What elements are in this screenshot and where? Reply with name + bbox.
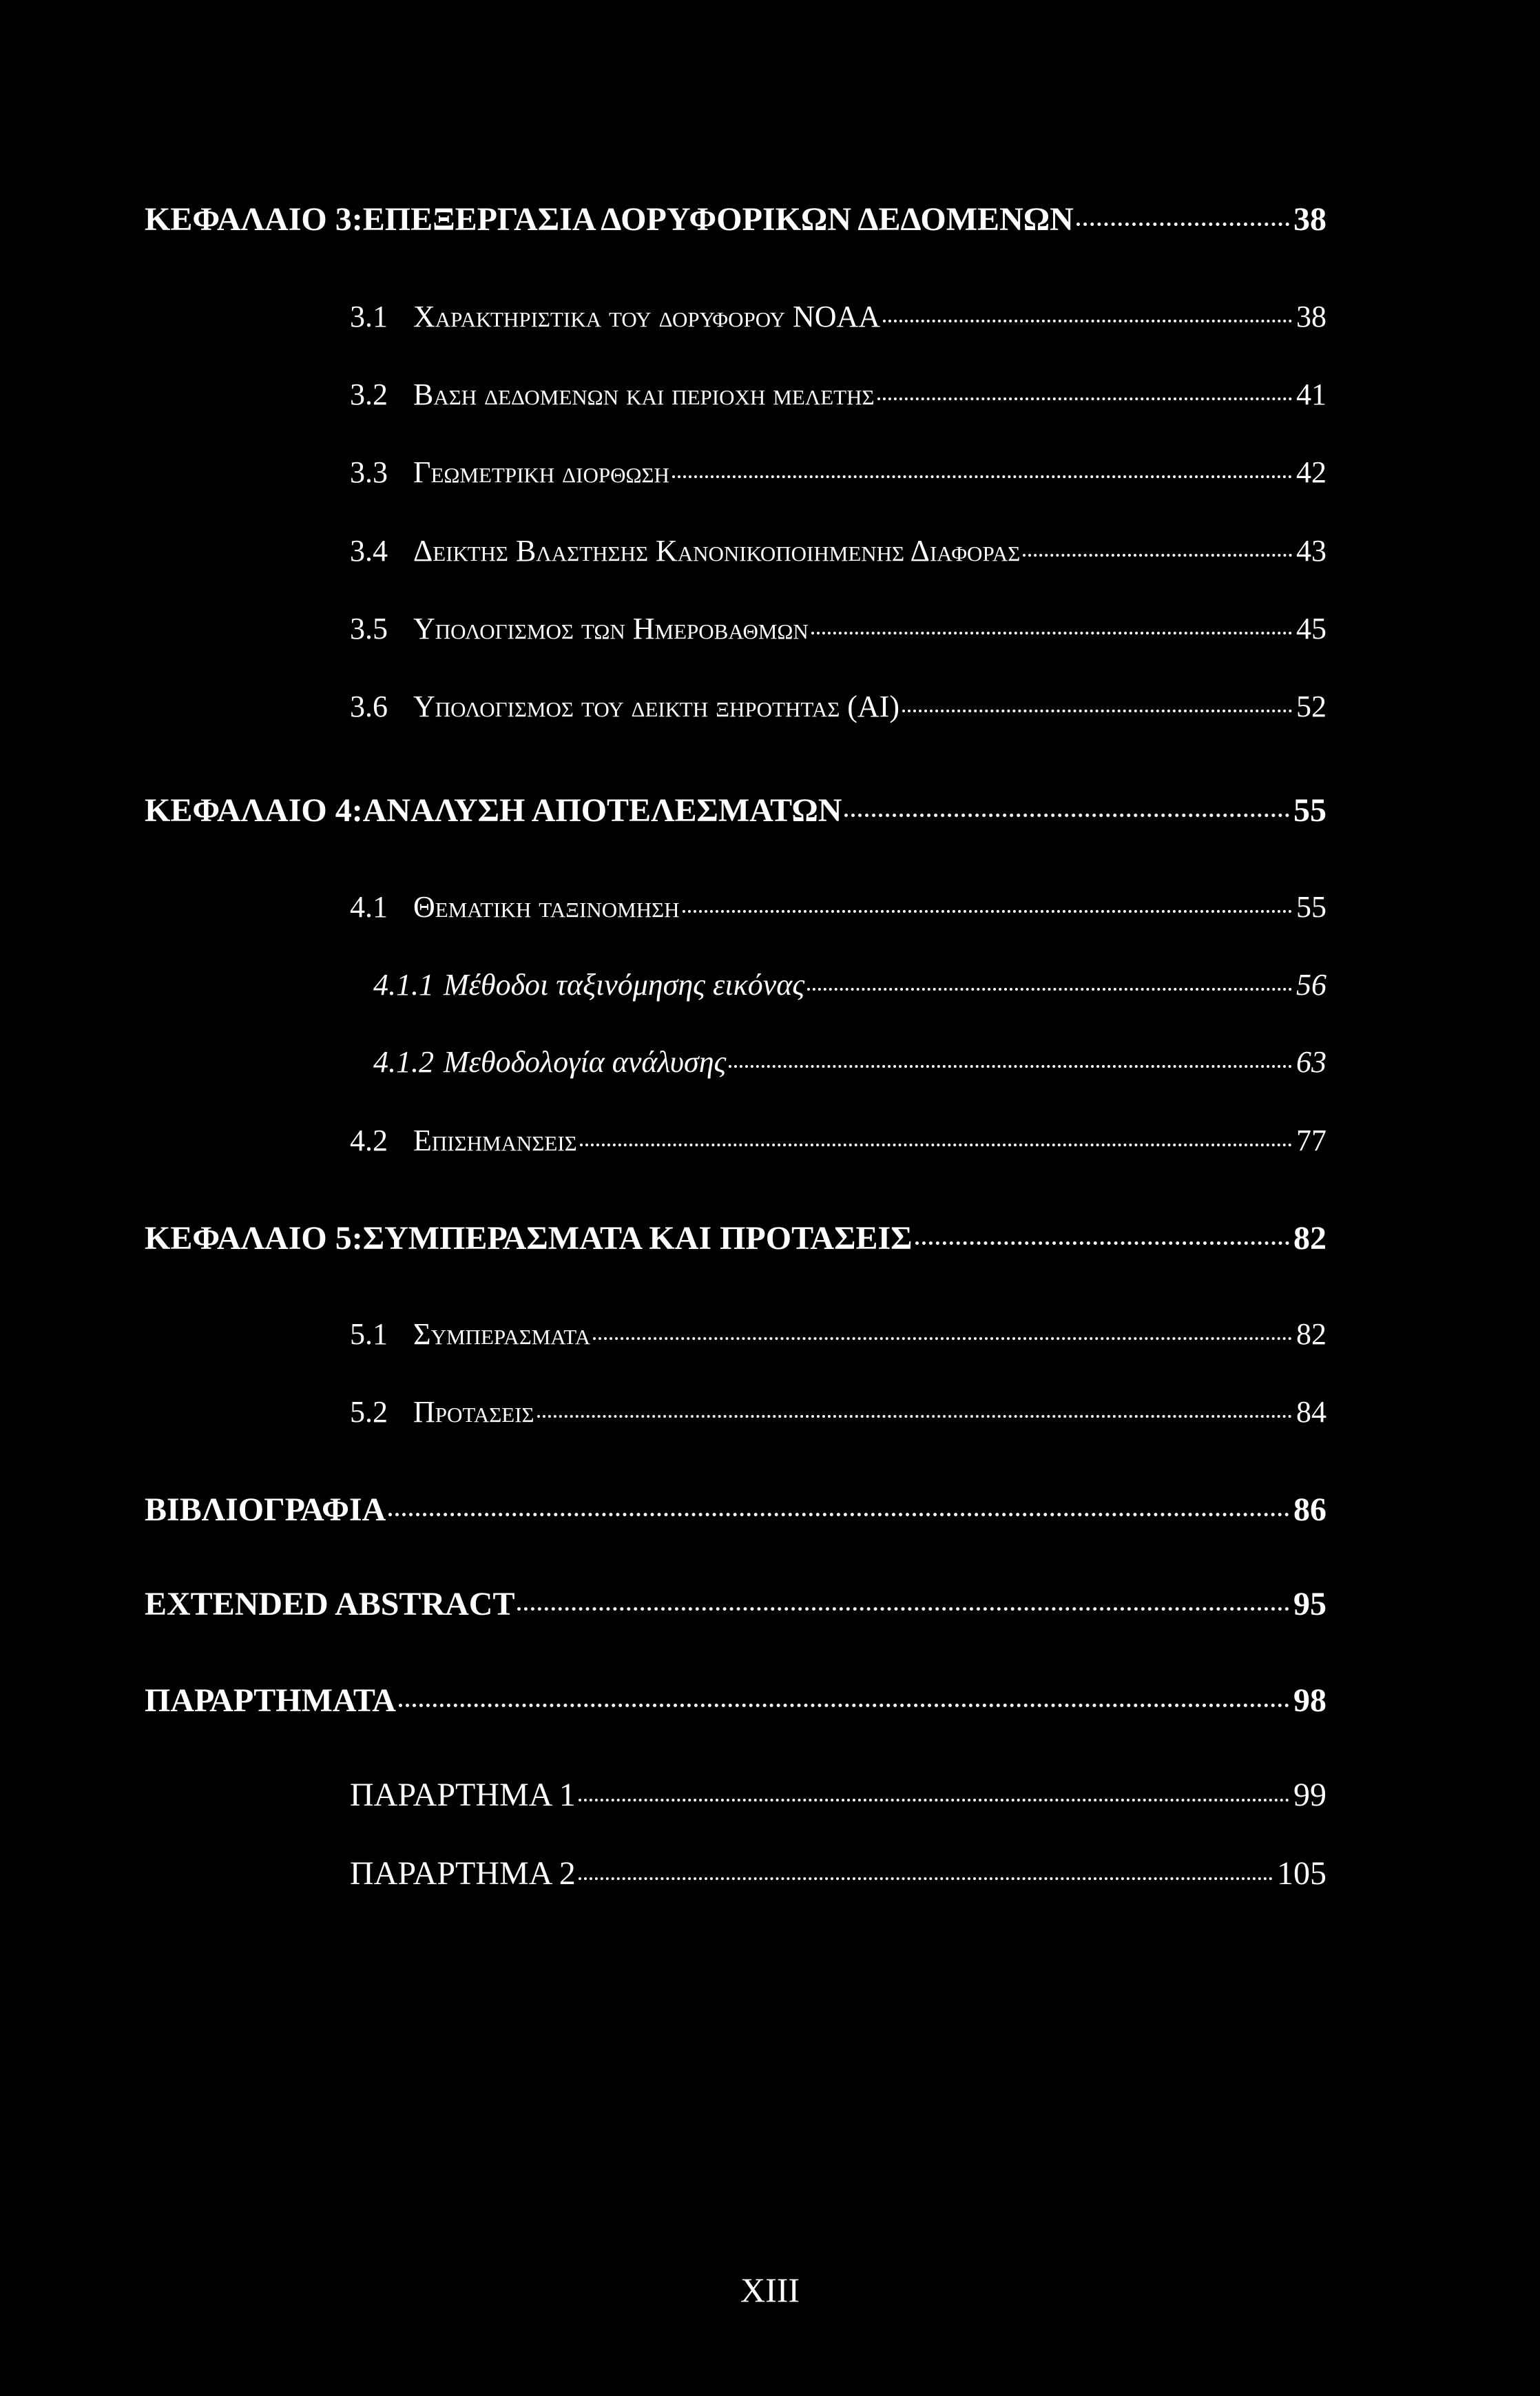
dot-leader [580, 1144, 1292, 1146]
toc-entry-title: EXTENDED ABSTRACT [145, 1586, 515, 1622]
toc-entry-page: 38 [1293, 201, 1326, 238]
toc-entry-page: 43 [1296, 534, 1326, 568]
toc-entry-page: 98 [1293, 1682, 1326, 1719]
dot-leader [844, 814, 1289, 817]
toc-entry-page: 45 [1296, 612, 1326, 646]
toc-entry-title: ΠΑΡΑΡΤΗΜΑΤΑ [145, 1682, 396, 1719]
dot-leader [902, 710, 1292, 712]
toc-entry-page: 52 [1296, 690, 1326, 723]
toc-entry-section-4-2[interactable] [350, 1126, 1326, 1156]
toc-entry-page: 84 [1296, 1395, 1326, 1429]
toc-entry-section-4-1-1[interactable] [373, 970, 1326, 1000]
toc-entry-page: 41 [1296, 378, 1326, 411]
toc-entry-section-3-3[interactable] [350, 457, 1326, 488]
toc-entry-page: 42 [1296, 455, 1326, 489]
toc-entry-title: Γεωμετρικη διορθωση [413, 455, 669, 489]
dot-leader [877, 397, 1292, 400]
toc-section-number: 4.1.2 [373, 1045, 434, 1079]
dot-leader [399, 1704, 1289, 1707]
toc-entry-title: Προτασεις [413, 1395, 534, 1429]
toc-entry-title: ΒΙΒΛΙΟΓΡΑΦΙΑ [145, 1491, 386, 1528]
toc-entry-title: ΚΕΦΑΛΑΙΟ 5:ΣΥΜΠΕΡΑΣΜΑΤΑ ΚΑΙ ΠΡΟΤΑΣΕΙΣ [145, 1220, 913, 1257]
dot-leader [883, 320, 1292, 322]
toc-entry-section-3-1[interactable] [350, 302, 1326, 332]
toc-entry-bibliography[interactable] [145, 1491, 1326, 1528]
toc-entry-page: 86 [1293, 1491, 1326, 1528]
toc-entry-section-4-1-2[interactable] [373, 1047, 1326, 1077]
toc-entry-page: 82 [1293, 1220, 1326, 1257]
toc-entry-title: ΚΕΦΑΛΑΙΟ 3:ΕΠΕΞΕΡΓΑΣΙΑ ΔΟΡΥΦΟΡΙΚΩΝ ΔΕΔΟΜΕΝΩΝ [145, 201, 1074, 238]
toc-entry-section-3-6[interactable] [350, 692, 1326, 722]
toc-entry-title: Θεματικη ταξινομηση [413, 890, 680, 924]
dot-leader [811, 632, 1292, 634]
dot-leader [579, 1877, 1273, 1880]
toc-section-number: 3.1 [350, 300, 388, 333]
dot-leader [683, 910, 1292, 913]
toc-entry-chapter-4[interactable] [145, 794, 1326, 827]
toc-entry-section-4-1[interactable] [350, 892, 1326, 922]
dot-leader [807, 988, 1292, 991]
dot-leader [1076, 223, 1289, 226]
toc-entry-section-3-4[interactable] [350, 536, 1326, 566]
toc-section-number: 5.1 [350, 1317, 388, 1351]
toc-section-number: 3.3 [350, 455, 388, 489]
toc-entry-chapter-3[interactable] [145, 203, 1326, 236]
toc-entry-page: 82 [1296, 1317, 1326, 1351]
dot-leader [579, 1799, 1289, 1801]
toc-entry-title: Επισημανσεις [413, 1124, 577, 1157]
toc-entry-title: Δεικτης Βλαστησης Κανονικοποιημενης Διαφορας [413, 534, 1021, 568]
toc-entry-extended-abstract[interactable] [145, 1588, 1326, 1621]
toc-entry-page: 55 [1293, 792, 1326, 829]
toc-entry-page: 77 [1296, 1124, 1326, 1157]
toc-entry-title: Συμπερασματα [413, 1317, 591, 1351]
toc-section-number: 3.4 [350, 534, 388, 568]
toc-entry-title: ΠΑΡΑΡΤΗΜΑ 1 [350, 1777, 576, 1813]
toc-entry-page: 55 [1296, 890, 1326, 924]
toc-section-number: 5.2 [350, 1395, 388, 1429]
toc-entry-section-3-5[interactable] [350, 614, 1326, 644]
dot-leader [729, 1065, 1292, 1068]
toc-entry-page: 105 [1277, 1855, 1326, 1892]
dot-leader [1023, 554, 1292, 557]
toc-section-number: 4.1.1 [373, 968, 434, 1002]
toc-entry-title: Χαρακτηριστικα του δορυφορου NOAA [413, 300, 881, 333]
toc-entry-page: 99 [1293, 1777, 1326, 1813]
toc-entry-appendix-1[interactable] [350, 1779, 1326, 1812]
dot-leader [388, 1513, 1289, 1516]
toc-entry-page: 56 [1296, 968, 1326, 1002]
toc-entry-chapter-5[interactable] [145, 1222, 1326, 1255]
dot-leader [915, 1241, 1289, 1245]
toc-entry-title: Υπολογισμος των Ημεροβαθμων [413, 612, 809, 646]
toc-entry-page: 63 [1296, 1045, 1326, 1079]
toc-entry-title: ΠΑΡΑΡΤΗΜΑ 2 [350, 1855, 576, 1892]
toc-section-number: 3.5 [350, 612, 388, 646]
dot-leader [517, 1607, 1289, 1611]
toc-entry-title: Μέθοδοι ταξινόμησης εικόνας [444, 968, 805, 1002]
toc-entry-title: Βαση δεδομενων και περιοχη μελετης [413, 378, 875, 411]
toc-entry-title: Μεθοδολογία ανάλυσης [444, 1045, 727, 1079]
toc-entry-page: 38 [1296, 300, 1326, 333]
toc-entry-section-3-2[interactable] [350, 380, 1326, 410]
toc-entry-section-5-1[interactable] [350, 1319, 1326, 1350]
page-number: XIII [740, 2271, 800, 2309]
dot-leader [537, 1415, 1292, 1418]
toc-section-number: 4.1 [350, 890, 388, 924]
toc-entry-page: 95 [1293, 1586, 1326, 1622]
toc-entry-appendix-2[interactable] [350, 1857, 1326, 1890]
toc-section-number: 3.6 [350, 690, 388, 723]
toc-section-number: 4.2 [350, 1124, 388, 1157]
toc-section-number: 3.2 [350, 378, 388, 411]
toc-entry-section-5-2[interactable] [350, 1397, 1326, 1427]
dot-leader [593, 1337, 1292, 1340]
dot-leader [672, 475, 1292, 478]
toc-entry-title: Υπολογισμος του δεικτη ξηροτητας (AI) [413, 690, 899, 723]
toc-entry-appendices[interactable] [145, 1684, 1326, 1717]
toc-entry-title: ΚΕΦΑΛΑΙΟ 4:ΑΝΑΛΥΣΗ ΑΠΟΤΕΛΕΣΜΑΤΩΝ [145, 792, 842, 829]
